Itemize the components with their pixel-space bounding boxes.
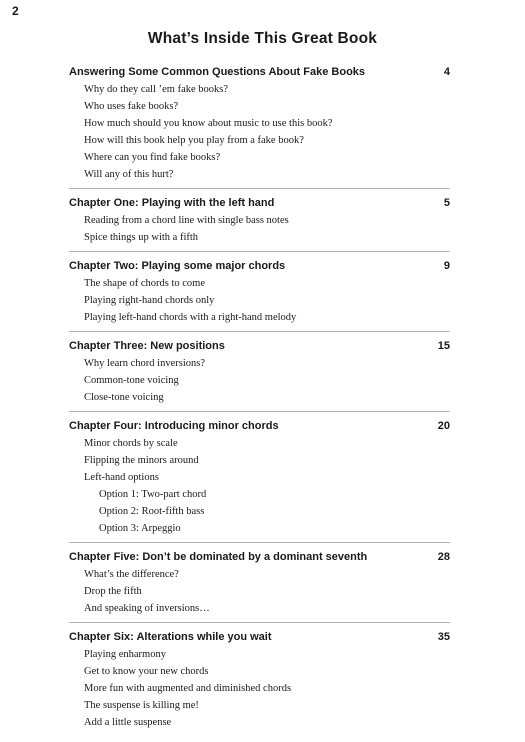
toc-item: And speaking of inversions…	[84, 603, 210, 614]
toc-section	[69, 338, 450, 412]
chapter-page-number: 28	[437, 551, 450, 563]
toc-section	[69, 64, 450, 189]
toc-subitem: Option 2: Root-fifth bass	[99, 506, 205, 517]
toc-item: Playing right-hand chords only	[84, 295, 215, 306]
page-title: What’s Inside This Great Book	[147, 30, 378, 47]
toc-section	[69, 549, 450, 623]
chapter-title: Chapter Six: Alterations while you wait	[69, 631, 272, 643]
toc-subitem: Option 1: Two-part chord	[99, 489, 207, 500]
toc-item: Minor chords by scale	[84, 438, 178, 449]
chapter-heading	[69, 195, 450, 212]
toc-item: Playing left-hand chords with a right-hand melody	[84, 312, 297, 323]
chapter-title: Chapter Three: New positions	[69, 340, 225, 352]
toc-item: Drop the fifth	[84, 586, 142, 597]
toc-item: Get to know your new chords	[84, 666, 209, 677]
chapter-heading	[69, 549, 450, 566]
toc-item: Common-tone voicing	[84, 375, 179, 386]
chapter-title: Answering Some Common Questions About Fake Books	[69, 66, 366, 78]
toc-item: Why do they call ’em fake books?	[84, 84, 229, 95]
toc-subitem: Option 3: Arpeggio	[99, 523, 181, 534]
toc-item: Playing enharmony	[84, 649, 166, 660]
toc-item: Left-hand options	[84, 472, 159, 483]
chapter-page-number: 35	[437, 631, 450, 643]
toc-item: How much should you know about music to use this book?	[84, 118, 333, 129]
chapter-heading	[69, 629, 450, 646]
toc-section	[69, 258, 450, 332]
chapter-title: Chapter Two: Playing some major chords	[69, 260, 286, 272]
chapter-title: Chapter Five: Don’t be dominated by a dominant seventh	[69, 551, 368, 563]
toc-section	[69, 629, 450, 736]
page-number: 2	[12, 4, 19, 18]
toc-item: Who uses fake books?	[84, 101, 179, 112]
chapter-title: Chapter Four: Introducing minor chords	[69, 420, 279, 432]
chapter-heading	[69, 338, 450, 355]
toc-item: Will any of this hurt?	[84, 169, 174, 180]
chapter-heading	[69, 258, 450, 275]
toc-item: More fun with augmented and diminished chords	[84, 683, 292, 694]
toc-item: Close-tone voicing	[84, 392, 164, 403]
toc-item: Flipping the minors around	[84, 455, 199, 466]
chapter-page-number: 20	[437, 420, 450, 432]
toc-section	[69, 195, 450, 252]
toc-item: The shape of chords to come	[84, 278, 206, 289]
toc-item: Reading from a chord line with single bass notes	[84, 215, 289, 226]
toc-item: How will this book help you play from a fake book?	[84, 135, 304, 146]
toc-item: Add a little suspense	[84, 717, 172, 728]
chapter-heading	[69, 64, 450, 81]
toc-item: The suspense is killing me!	[84, 700, 199, 711]
toc-item: Where can you find fake books?	[84, 152, 221, 163]
chapter-heading	[69, 418, 450, 435]
chapter-page-number: 5	[443, 197, 450, 209]
chapter-page-number: 4	[443, 66, 450, 78]
toc-item: Spice things up with a fifth	[84, 232, 199, 243]
toc-item: What’s the difference?	[84, 569, 179, 580]
chapter-page-number: 15	[437, 340, 450, 352]
table-of-contents	[69, 64, 450, 742]
chapter-page-number: 9	[443, 260, 450, 272]
toc-item: Why learn chord inversions?	[84, 358, 206, 369]
chapter-title: Chapter One: Playing with the left hand	[69, 197, 275, 209]
toc-section	[69, 418, 450, 543]
